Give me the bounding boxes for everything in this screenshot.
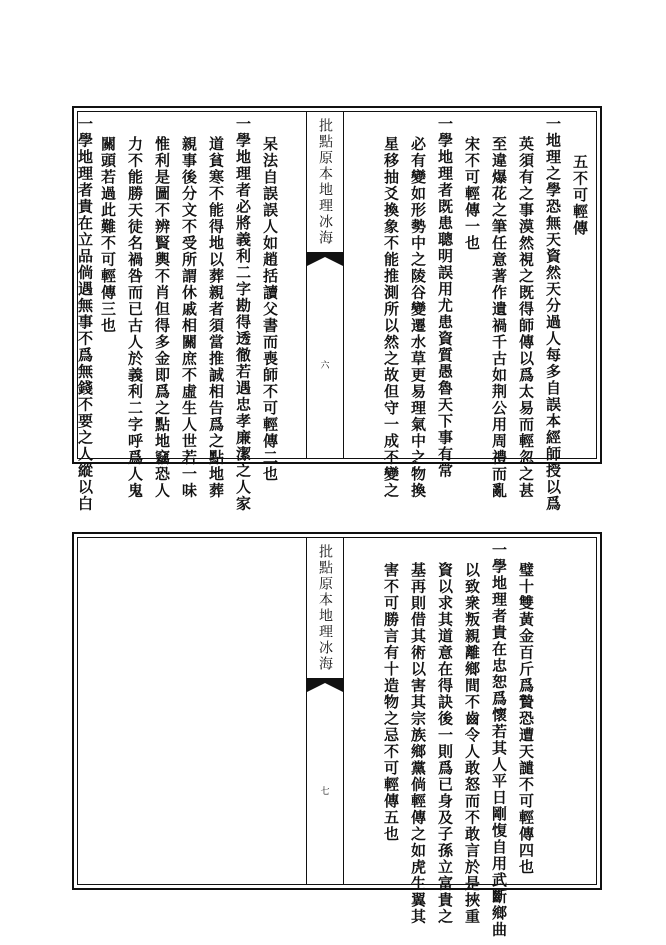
text-line: 五不可輕傳: [571, 154, 589, 237]
center-fold-column: [306, 112, 344, 458]
text-column: [462, 542, 482, 925]
text-line: 關頭若過此難不可輕傳三也: [99, 136, 117, 334]
text-line: 資以求其道意在得訣後一則爲已身及子孫立富貴之: [436, 562, 454, 925]
text-column: [381, 116, 401, 499]
text-line: 璧十雙黃金百斤爲贄恐遭天譴不可輕傳四也: [517, 562, 535, 876]
book-page-1: [72, 106, 602, 512]
text-line: 道貧寒不能得地以葬親者須當推誠相告爲之點地葬: [207, 136, 225, 499]
text-line: 至違爆花之筆任意著作遺禍千古如荆公用周禮而亂: [490, 136, 508, 499]
text-column: [543, 116, 563, 512]
text-column: [408, 116, 428, 499]
text-line: 一學地理者既患聰明誤用尤患資質愚魯天下事有常: [436, 116, 454, 479]
text-column: [381, 542, 401, 880]
page-number: 七: [320, 787, 330, 797]
text-line: 惟利是圖不辨賢輿不肖但得多金即爲之點地竊恐人: [153, 136, 171, 499]
text-line: 一學地理者貴在忠恕爲懷若其人平日剛愎自用武斷鄉曲: [490, 542, 508, 938]
text-column: [179, 116, 199, 499]
text-column: [435, 542, 455, 925]
text-line: 親事後分文不受所謂休戚相關庶不虛生人世若一味: [180, 136, 198, 499]
text-column: [408, 542, 428, 925]
text-line: 一學地理者貴在立品倘遇無事不爲無錢不要之人縱以白: [76, 116, 94, 512]
text-line: 基再則借其術以害其宗族鄉黨倘輕傳之如虎生翼其: [409, 562, 427, 925]
text-column: [75, 116, 95, 512]
text-column: [570, 116, 590, 454]
text-line: 害不可勝言有十造物之忌不可輕傳五也: [382, 562, 400, 843]
text-column: [516, 116, 536, 499]
text-line: 英須有之事漠然視之既得師傳以爲太易而輕忽之甚: [517, 136, 535, 499]
center-fold-column: [306, 538, 344, 884]
text-column: [98, 116, 118, 454]
text-line: 以致衆叛親離鄉間不齒令人敢怒而不敢言於是挾重: [463, 562, 481, 925]
text-line: 呆法自誤誤人如趙括讀父書而喪師不可輕傳二也: [261, 136, 279, 483]
fishtail-mark-icon: [307, 252, 343, 266]
text-column: [516, 542, 536, 880]
page-number: 六: [320, 361, 330, 371]
running-title: 批點原本地理冰海: [317, 118, 333, 246]
text-line: 星移抽爻換象不能推測所以然之故但守一成不變之: [382, 136, 400, 499]
text-line: 力不能勝天徒名禍咎而已古人於義利二字呼爲人鬼: [126, 136, 144, 499]
text-column: [152, 116, 172, 499]
text-column: [489, 116, 509, 499]
text-column: [462, 116, 482, 454]
text-column: [206, 116, 226, 499]
text-line: 一地理之學恐無天資然天分過人每多自誤本經師授以爲: [544, 116, 562, 512]
text-column: [435, 116, 455, 479]
text-column: [489, 542, 509, 938]
text-column: [125, 116, 145, 499]
text-line: 一學地理者必將義利二字勘得透徹若遇忠孝廉潔之人家: [234, 116, 252, 512]
text-line: 必有變如形勢中之陵谷變遷水草更易理氣中之物換: [409, 136, 427, 499]
text-line: 宋不可輕傳一也: [463, 136, 481, 252]
fishtail-mark-icon: [307, 678, 343, 692]
running-title: 批點原本地理冰海: [317, 544, 333, 672]
text-column: [260, 116, 280, 483]
text-column: [233, 116, 253, 512]
book-page-2: [72, 532, 602, 938]
